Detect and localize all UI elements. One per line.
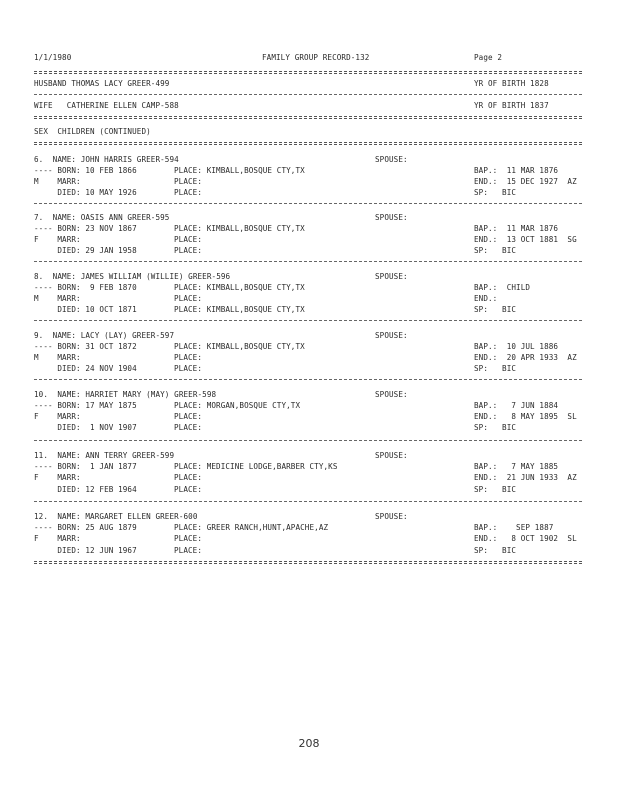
child-spouse: SPOUSE:	[375, 512, 408, 521]
child-sp: SP: BIC	[474, 364, 517, 373]
child-name: 11. NAME: ANN TERRY GREER-599	[34, 451, 175, 460]
child-marr: F MARR:	[34, 235, 81, 244]
child-sp: SP: BIC	[474, 305, 517, 314]
record-title: FAMILY GROUP RECORD-132	[262, 53, 370, 62]
child-spouse: SPOUSE:	[375, 272, 408, 281]
child-sp: SP: BIC	[474, 423, 517, 432]
child-marr-place: PLACE:	[174, 294, 203, 303]
child-died: DIED: 1 NOV 1907	[34, 423, 137, 432]
child-died-place: PLACE:	[174, 485, 203, 494]
child-end: END.: 8 OCT 1902 SL	[474, 534, 577, 543]
child-died-place: PLACE:	[174, 364, 203, 373]
child-name: 6. NAME: JOHN HARRIS GREER-594	[34, 155, 179, 164]
child-end: END.: 21 JUN 1933 AZ	[474, 473, 577, 482]
child-marr-place: PLACE:	[174, 412, 203, 421]
child-died: DIED: 12 JUN 1967	[34, 546, 137, 555]
child-bap: BAP.: SEP 1887	[474, 523, 554, 532]
child-marr: F MARR:	[34, 534, 81, 543]
child-name: 12. NAME: MARGARET ELLEN GREER-600	[34, 512, 198, 521]
child-sp: SP: BIC	[474, 546, 517, 555]
child-born-place: PLACE: GREER RANCH,HUNT,APACHE,AZ	[174, 523, 329, 532]
child-bap: BAP.: 10 JUL 1886	[474, 342, 559, 351]
child-divider	[34, 379, 582, 380]
child-died-place: PLACE:	[174, 188, 203, 197]
child-marr: M MARR:	[34, 294, 81, 303]
child-born-place: PLACE: KIMBALL,BOSQUE CTY,TX	[174, 342, 305, 351]
page-label: Page 2	[474, 53, 503, 62]
child-bap: BAP.: 11 MAR 1876	[474, 224, 559, 233]
child-marr: F MARR:	[34, 473, 81, 482]
child-spouse: SPOUSE:	[375, 451, 408, 460]
children-heading-double-rule	[34, 142, 582, 145]
child-born-place: PLACE: KIMBALL,BOSQUE CTY,TX	[174, 283, 305, 292]
child-end: END.:	[474, 294, 498, 303]
child-born: ---- BORN: 10 FEB 1866	[34, 166, 137, 175]
wife-birth-year: YR OF BIRTH 1837	[474, 101, 549, 110]
child-name: 8. NAME: JAMES WILLIAM (WILLIE) GREER-596	[34, 272, 231, 281]
husband-birth-year: YR OF BIRTH 1828	[474, 79, 549, 88]
child-born-place: PLACE: KIMBALL,BOSQUE CTY,TX	[174, 224, 305, 233]
child-bap: BAP.: 11 MAR 1876	[474, 166, 559, 175]
child-born: ---- BORN: 9 FEB 1870	[34, 283, 137, 292]
child-end: END.: 20 APR 1933 AZ	[474, 353, 577, 362]
child-divider	[34, 261, 582, 262]
husband-line: HUSBAND THOMAS LACY GREER-499	[34, 79, 170, 88]
child-marr-place: PLACE:	[174, 235, 203, 244]
wife-line: WIFE CATHERINE ELLEN CAMP-588	[34, 101, 179, 110]
child-born: ---- BORN: 17 MAY 1875	[34, 401, 137, 410]
child-born-place: PLACE: KIMBALL,BOSQUE CTY,TX	[174, 166, 305, 175]
child-died-place: PLACE: KIMBALL,BOSQUE CTY,TX	[174, 305, 305, 314]
child-marr-place: PLACE:	[174, 473, 203, 482]
child-died-place: PLACE:	[174, 423, 203, 432]
child-marr: M MARR:	[34, 353, 81, 362]
wife-double-rule	[34, 116, 582, 119]
child-born: ---- BORN: 31 OCT 1872	[34, 342, 137, 351]
child-spouse: SPOUSE:	[375, 331, 408, 340]
child-end: END.: 8 MAY 1895 SL	[474, 412, 577, 421]
child-died: DIED: 10 OCT 1871	[34, 305, 137, 314]
child-bap: BAP.: 7 JUN 1884	[474, 401, 559, 410]
child-died: DIED: 12 FEB 1964	[34, 485, 137, 494]
child-sp: SP: BIC	[474, 485, 517, 494]
child-spouse: SPOUSE:	[375, 390, 408, 399]
children-heading: SEX CHILDREN (CONTINUED)	[34, 127, 151, 136]
child-born: ---- BORN: 23 NOV 1867	[34, 224, 137, 233]
child-name: 7. NAME: OASIS ANN GREER-595	[34, 213, 170, 222]
child-marr: M MARR:	[34, 177, 81, 186]
page-number: 208	[298, 737, 320, 750]
footer-double-rule	[34, 561, 582, 564]
child-divider	[34, 501, 582, 502]
child-marr-place: PLACE:	[174, 177, 203, 186]
child-name: 9. NAME: LACY (LAY) GREER-597	[34, 331, 175, 340]
child-spouse: SPOUSE:	[375, 155, 408, 164]
child-died-place: PLACE:	[174, 546, 203, 555]
child-divider	[34, 203, 582, 204]
child-sp: SP: BIC	[474, 188, 517, 197]
husband-rule	[34, 94, 582, 95]
child-born: ---- BORN: 25 AUG 1879	[34, 523, 137, 532]
child-marr-place: PLACE:	[174, 353, 203, 362]
child-died: DIED: 29 JAN 1958	[34, 246, 137, 255]
child-divider	[34, 440, 582, 441]
child-end: END.: 13 OCT 1881 SG	[474, 235, 577, 244]
child-died: DIED: 10 MAY 1926	[34, 188, 137, 197]
child-bap: BAP.: CHILD	[474, 283, 531, 292]
child-marr-place: PLACE:	[174, 534, 203, 543]
child-died: DIED: 24 NOV 1904	[34, 364, 137, 373]
child-name: 10. NAME: HARRIET MARY (MAY) GREER-598	[34, 390, 217, 399]
child-sp: SP: BIC	[474, 246, 517, 255]
child-born: ---- BORN: 1 JAN 1877	[34, 462, 137, 471]
child-bap: BAP.: 7 MAY 1885	[474, 462, 559, 471]
record-date: 1/1/1980	[34, 53, 72, 62]
child-born-place: PLACE: MEDICINE LODGE,BARBER CTY,KS	[174, 462, 338, 471]
child-spouse: SPOUSE:	[375, 213, 408, 222]
child-born-place: PLACE: MORGAN,BOSQUE CTY,TX	[174, 401, 301, 410]
child-marr: F MARR:	[34, 412, 81, 421]
child-end: END.: 15 DEC 1927 AZ	[474, 177, 577, 186]
header-double-rule	[34, 71, 582, 74]
child-divider	[34, 320, 582, 321]
child-died-place: PLACE:	[174, 246, 203, 255]
